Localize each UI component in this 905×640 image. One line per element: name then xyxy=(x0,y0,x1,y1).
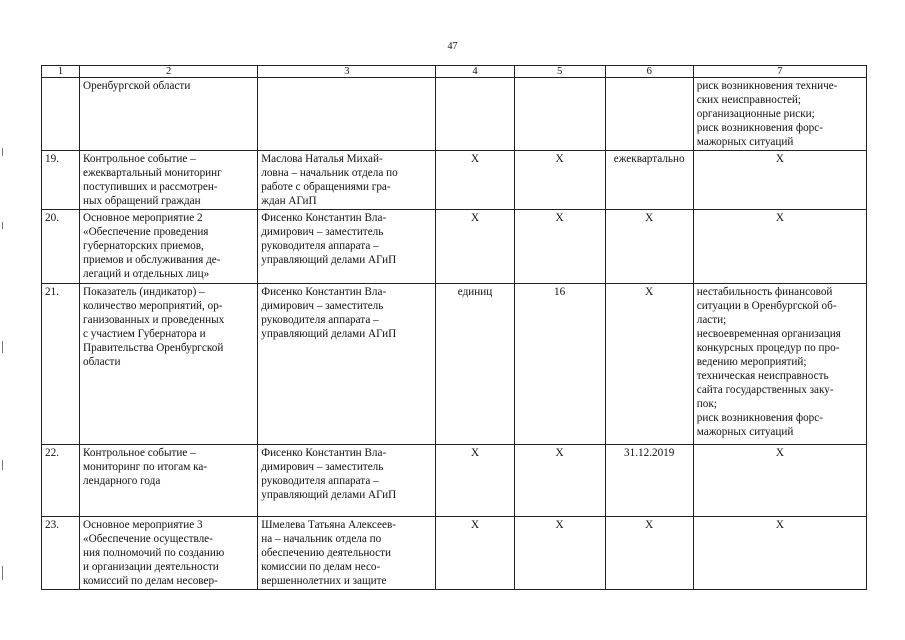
responsible-person: Фисенко Константин Вла- димирович – заместитель руководителя аппарата – управляющий делами АГиП xyxy=(258,284,436,445)
header-cell: 2 xyxy=(80,66,258,78)
event-name: Основное мероприятие 2 «Обеспечение проведения губернаторских приемов, приемов и обслуживания де- легаций и отдельных лиц» xyxy=(80,210,258,284)
scan-mark xyxy=(2,148,3,156)
header-cell: 5 xyxy=(514,66,605,78)
col6-value xyxy=(605,78,693,151)
risks-text: Х xyxy=(693,210,866,284)
col4-value: единиц xyxy=(436,284,514,445)
col4-value xyxy=(436,78,514,151)
col4-value: Х xyxy=(436,445,514,517)
scan-mark xyxy=(2,566,3,580)
scan-mark xyxy=(2,460,3,470)
col5-value: Х xyxy=(514,445,605,517)
responsible-person: Фисенко Константин Вла- димирович – заместитель руководителя аппарата – управляющий делами АГиП xyxy=(258,210,436,284)
table-row xyxy=(42,517,867,590)
header-cell: 7 xyxy=(693,66,866,78)
row-number: 23. xyxy=(42,517,80,590)
responsible-person: Маслова Наталья Михай- ловна – начальник отдела по работе с обращениями гра- ждан АГиП xyxy=(258,151,436,210)
header-cell: 1 xyxy=(42,66,80,78)
col5-value: Х xyxy=(514,517,605,590)
table-row xyxy=(42,445,867,517)
event-name: Показатель (индикатор) – количество мероприятий, ор- ганизованных и проведенных с участием Губернатора и Правительства Оренбургской области xyxy=(80,284,258,445)
row-number: 22. xyxy=(42,445,80,517)
col5-value: 16 xyxy=(514,284,605,445)
col6-value: Х xyxy=(605,210,693,284)
col4-value: Х xyxy=(436,517,514,590)
col5-value xyxy=(514,78,605,151)
responsible-person: Шмелева Татьяна Алексеев- на – начальник отдела по обеспечению деятельности комиссии по делам несо- вершеннолетних и защите xyxy=(258,517,436,590)
col6-value: Х xyxy=(605,517,693,590)
table-row xyxy=(42,151,867,210)
risks-text: риск возникновения техниче- ских неисправностей; организационные риски; риск возникновения форс- мажорных ситуаций xyxy=(693,78,866,151)
event-name: Контрольное событие – мониторинг по итогам ка- лендарного года xyxy=(80,445,258,517)
table-row xyxy=(42,78,867,151)
responsible-person: Фисенко Константин Вла- димирович – заместитель руководителя аппарата – управляющий делами АГиП xyxy=(258,445,436,517)
scan-mark xyxy=(2,222,3,229)
col6-value: ежеквартально xyxy=(605,151,693,210)
col5-value: Х xyxy=(514,151,605,210)
header-cell: 4 xyxy=(436,66,514,78)
row-number: 19. xyxy=(42,151,80,210)
row-number: 20. xyxy=(42,210,80,284)
program-table xyxy=(41,65,867,590)
col6-value: Х xyxy=(605,284,693,445)
risks-text: нестабильность финансовой ситуации в Оренбургской об- ласти; несвоевременная организация конкурсных процедур по про- ведению мероприятий; техническая неисправность сайта государственных заку- пок; риск возникновения форс- мажорных ситуаций xyxy=(693,284,866,445)
risks-text: Х xyxy=(693,517,866,590)
risks-text: Х xyxy=(693,151,866,210)
col4-value: Х xyxy=(436,210,514,284)
row-number xyxy=(42,78,80,151)
header-row xyxy=(42,66,867,78)
header-cell: 3 xyxy=(258,66,436,78)
header-cell: 6 xyxy=(605,66,693,78)
col5-value: Х xyxy=(514,210,605,284)
page-number: 47 xyxy=(447,41,458,52)
table-row xyxy=(42,210,867,284)
scan-mark xyxy=(2,341,3,353)
row-number: 21. xyxy=(42,284,80,445)
scan-margin-marks xyxy=(2,0,5,640)
event-name: Контрольное событие – ежеквартальный мониторинг поступивших и рассмотрен- ных обращений граждан xyxy=(80,151,258,210)
col4-value: Х xyxy=(436,151,514,210)
risks-text: Х xyxy=(693,445,866,517)
event-name: Основное мероприятие 3 «Обеспечение осуществле- ния полномочий по созданию и организации деятельности комиссий по делам несовер- xyxy=(80,517,258,590)
event-name: Оренбургской области xyxy=(80,78,258,151)
col6-value: 31.12.2019 xyxy=(605,445,693,517)
table-row xyxy=(42,284,867,445)
responsible-person xyxy=(258,78,436,151)
